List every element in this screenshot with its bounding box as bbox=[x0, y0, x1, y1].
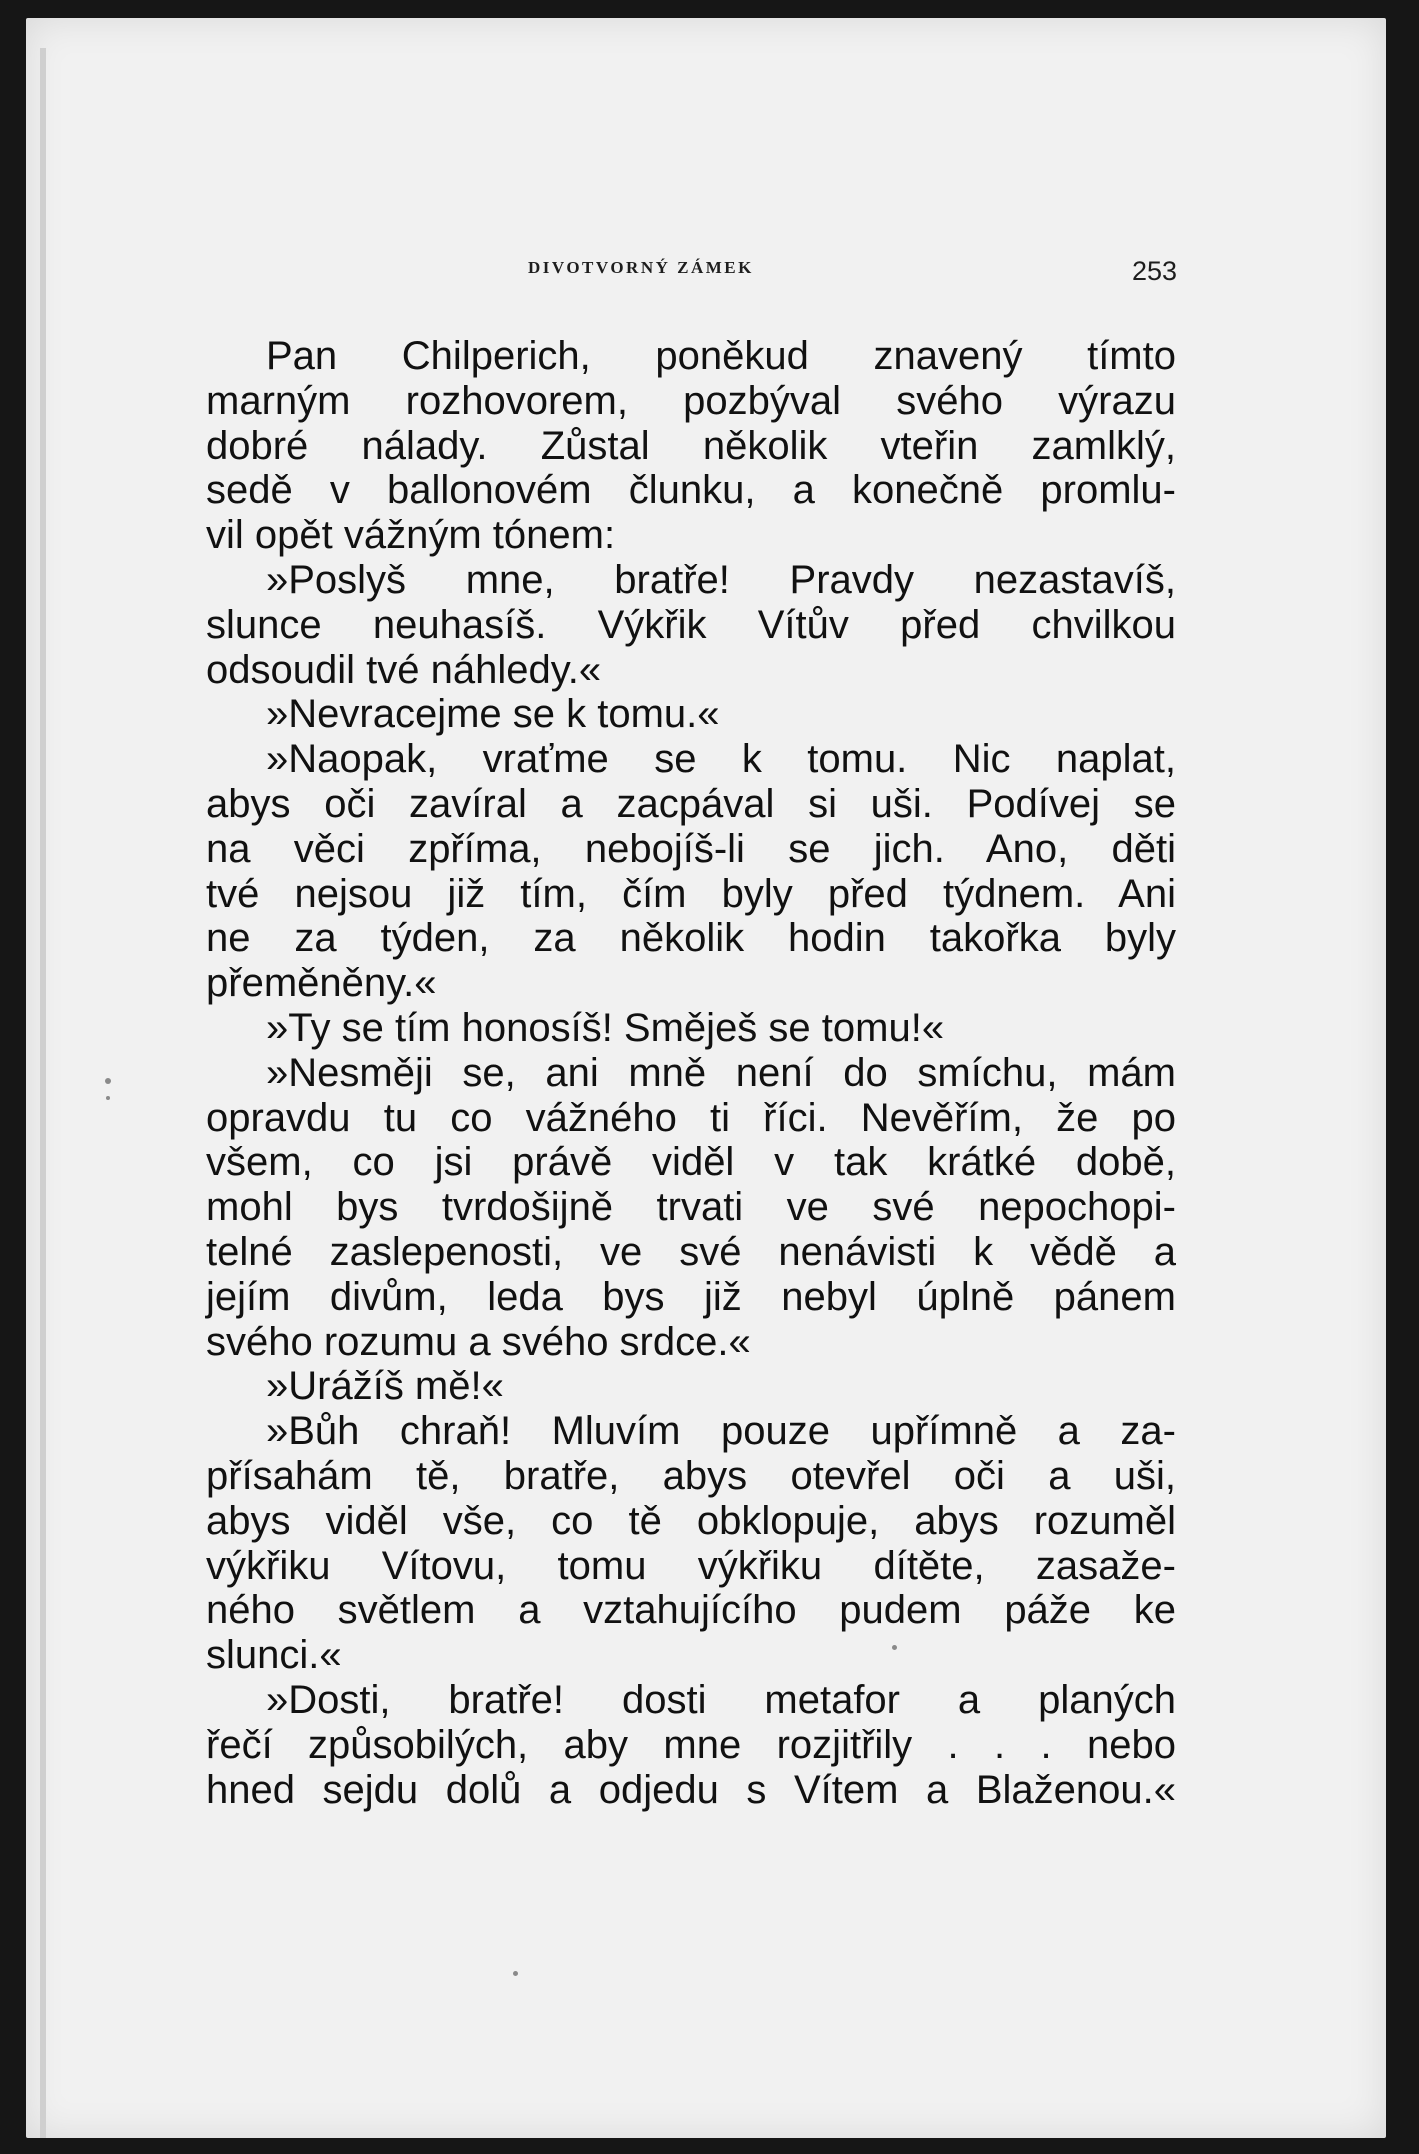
page-edge-shadow bbox=[40, 48, 46, 2138]
text-line: »Nevracejme se k tomu.« bbox=[266, 692, 720, 737]
text-line: »Naopak, vraťme se k tomu. Nic naplat, bbox=[266, 737, 1176, 782]
text-line: odsoudil tvé náhledy.« bbox=[206, 647, 602, 692]
text-line: »Nesměji se, ani mně není do smíchu, mám bbox=[266, 1050, 1176, 1095]
text-line: Pan Chilperich, poněkud znavený tímto bbox=[266, 334, 1176, 378]
text-line: na věci zpříma, nebojíš-li se jich. Ano, děti bbox=[206, 826, 1176, 871]
text-line: tvé nejsou již tím, čím byly před týdnem. Ani bbox=[206, 871, 1176, 916]
running-title: DIVOTVORNÝ ZÁMEK bbox=[528, 258, 754, 277]
text-line: telné zaslepenosti, ve své nenávisti k vědě a bbox=[206, 1229, 1176, 1274]
text-line: »Urážíš mě!« bbox=[266, 1364, 504, 1409]
text-line: všem, co jsi právě viděl v tak krátké době, bbox=[206, 1140, 1176, 1185]
text-line: vil opět vážným tónem: bbox=[206, 513, 616, 558]
text-line: sedě v ballonovém člunku, a konečně promlu- bbox=[206, 468, 1176, 513]
text-line: dobré nálady. Zůstal několik vteřin zamlklý, bbox=[206, 423, 1176, 468]
text-line: »Poslyš mne, bratře! Pravdy nezastavíš, bbox=[266, 557, 1176, 602]
text-line: abys viděl vše, co tě obklopuje, abys rozuměl bbox=[206, 1498, 1176, 1543]
text-line: slunci.« bbox=[206, 1633, 342, 1678]
text-line: přeměněny.« bbox=[206, 961, 437, 1006]
text-line: řečí způsobilých, aby mne rozjitřily . . . nebo bbox=[206, 1722, 1176, 1767]
text-line: abys oči zavíral a zacpával si uši. Podívej se bbox=[206, 781, 1176, 826]
text-line: jejím divům, leda bys již nebyl úplně pánem bbox=[206, 1274, 1176, 1319]
text-line: mohl bys tvrdošijně trvati ve své nepochopi- bbox=[206, 1185, 1176, 1230]
body-text bbox=[206, 334, 1176, 1812]
page-number: 253 bbox=[1131, 256, 1177, 286]
book-page bbox=[26, 18, 1386, 2138]
text-line: »Bůh chraň! Mluvím pouze upřímně a za- bbox=[266, 1409, 1176, 1454]
text-line: »Dosti, bratře! dosti metafor a planých bbox=[266, 1677, 1176, 1722]
speck bbox=[105, 1078, 111, 1084]
text-line: slunce neuhasíš. Výkřik Vítův před chvilkou bbox=[206, 602, 1176, 647]
text-line: hned sejdu dolů a odjedu s Vítem a Blaženou.« bbox=[206, 1767, 1176, 1812]
text-line: opravdu tu co vážného ti říci. Nevěřím, že po bbox=[206, 1095, 1176, 1140]
text-line: ného světlem a vztahujícího pudem páže ke bbox=[206, 1588, 1176, 1633]
speck bbox=[513, 1971, 518, 1976]
speck bbox=[892, 1645, 897, 1650]
text-line: přísahám tě, bratře, abys otevřel oči a uši, bbox=[206, 1453, 1176, 1498]
text-line: ne za týden, za několik hodin takořka byly bbox=[206, 916, 1176, 961]
text-line: výkřiku Vítovu, tomu výkřiku dítěte, zasaže- bbox=[206, 1543, 1176, 1588]
text-line: »Ty se tím honosíš! Směješ se tomu!« bbox=[266, 1005, 945, 1050]
speck bbox=[106, 1096, 110, 1100]
text-line: svého rozumu a svého srdce.« bbox=[206, 1319, 751, 1364]
text-line: marným rozhovorem, pozbýval svého výrazu bbox=[206, 378, 1176, 423]
